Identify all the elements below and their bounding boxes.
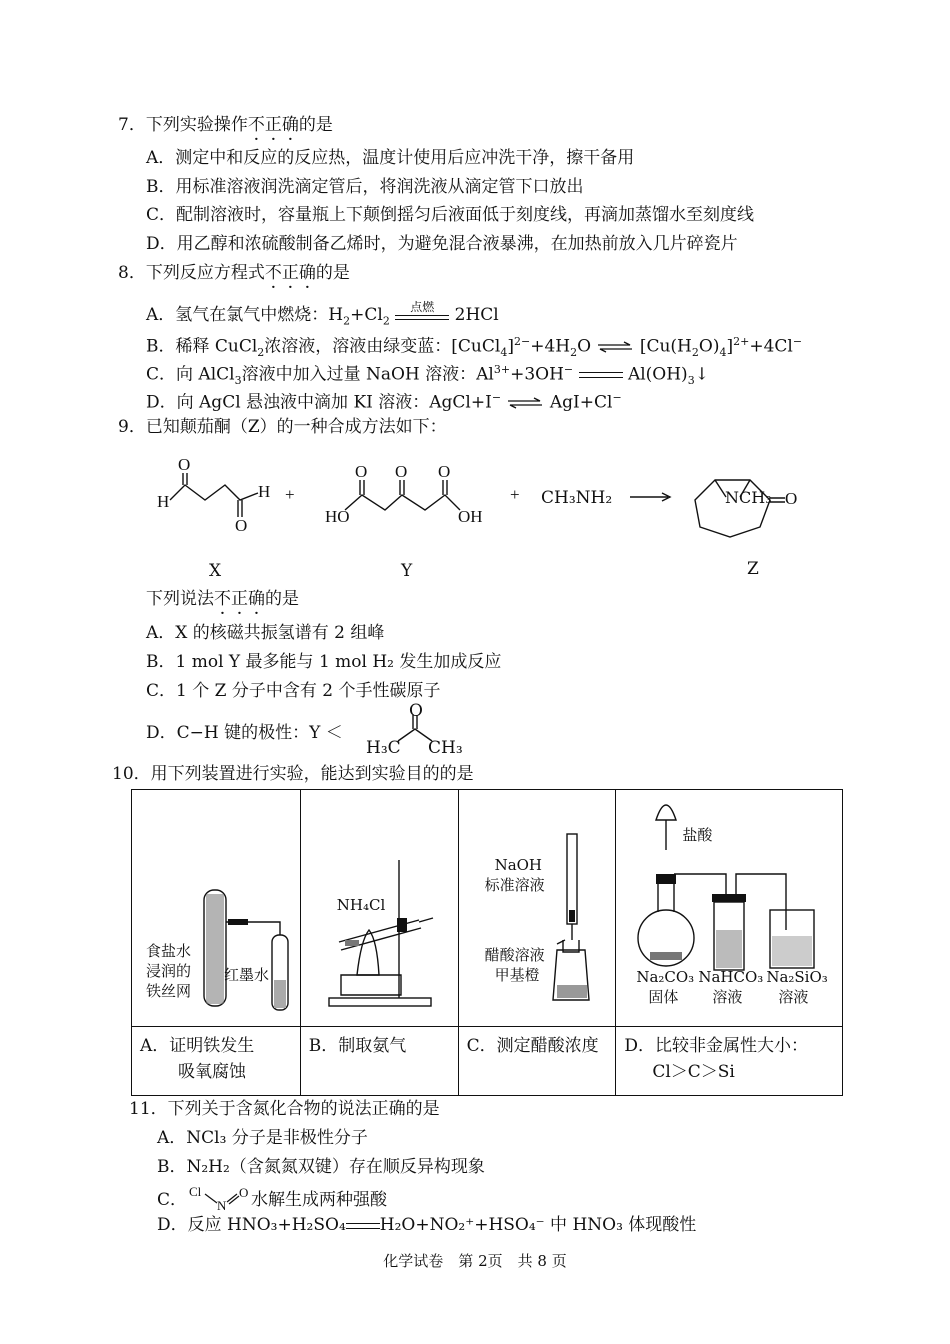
svg-text:O: O xyxy=(395,462,408,481)
equilibrium-arrow-icon xyxy=(596,341,634,353)
caption-c: C．测定醋酸浓度 xyxy=(458,1027,616,1096)
acetone-oxygen: O xyxy=(409,701,423,721)
q8-option-c: C．向 AlCl$_3$溶液中加入过量 NaOH 溶液：$Al^{3+}+3OH^-$ $Al(OH)_3↓$ xyxy=(146,363,709,388)
fig-d-label-nahco3: NaHCO₃ xyxy=(698,968,764,986)
fig-d-label-solution2: 溶液 xyxy=(778,988,809,1006)
fig-b-label: NH₄Cl xyxy=(336,896,386,914)
caption-b: B．制取氨气 xyxy=(300,1027,458,1096)
q7-option-a: A．测定中和反应的反应热，温度计使用后应冲洗干净，擦干备用 xyxy=(146,148,635,168)
fig-c-label-3: 醋酸溶液 xyxy=(484,946,545,964)
apparatus-table xyxy=(131,789,843,1096)
fig-a-label-3: 铁丝网 xyxy=(146,982,192,1000)
fig-d-label-solid: 固体 xyxy=(648,988,679,1006)
q9-option-b: B．1 mol Y 最多能与 1 mol H₂ 发生加成反应 xyxy=(146,652,502,672)
q11-stem: 11．下列关于含氮化合物的说法正确的是 xyxy=(129,1099,440,1119)
fig-c-label-2: 标准溶液 xyxy=(484,876,545,894)
q8-stem: 8．下列反应方程式不正确的是 xyxy=(118,263,350,283)
svg-text:HO: HO xyxy=(325,507,350,526)
figure-c xyxy=(458,790,616,1027)
caption-a: A．证明铁发生 吸氧腐蚀 xyxy=(132,1027,301,1096)
svg-text:+: + xyxy=(510,485,520,504)
q11-option-c: C． Cl N O 水解生成两种强酸 xyxy=(157,1185,388,1211)
q9-substem: 下列说法不正确的是 xyxy=(146,589,299,609)
svg-text:O: O xyxy=(235,516,248,535)
equilibrium-arrow-icon xyxy=(506,397,544,409)
q7-option-c: C．配制溶液时，容量瓶上下颠倒摇匀后液面低于刻度线，再滴加蒸馏水至刻度线 xyxy=(146,205,755,225)
acetone-right: CH₃ xyxy=(428,738,463,758)
label-z: Z xyxy=(747,559,759,579)
q9-option-d: D．C−H 键的极性：Y ＜ xyxy=(146,723,343,743)
q8-option-a: A．氢气在氯气中燃烧：$H_2+Cl_2$ 点燃 2HCl xyxy=(146,300,499,328)
q8-option-d: D．向 AgCl 悬浊液中滴加 KI 溶液：AgCl+I− AgI+Cl− xyxy=(146,391,622,413)
q7-option-b: B．用标准溶液润洗滴定管后，将润洗液从滴定管下口放出 xyxy=(146,177,584,197)
figure-b xyxy=(300,790,458,1027)
svg-text:O: O xyxy=(178,455,191,474)
fig-d-label-solution1: 溶液 xyxy=(712,988,743,1006)
label-x: X xyxy=(209,561,222,581)
svg-text:O: O xyxy=(438,462,451,481)
reagent-methylamine: CH₃NH₂ xyxy=(541,488,613,508)
fig-a-label-1: 食盐水 xyxy=(146,942,192,960)
q11-option-b: B．N₂H₂（含氮氮双键）存在顺反异构现象 xyxy=(157,1157,485,1177)
svg-text:O: O xyxy=(355,462,368,481)
equals-sign xyxy=(579,372,623,378)
fig-d-label-na2sio3: Na₂SiO₃ xyxy=(766,968,828,986)
figure-d xyxy=(616,790,843,1027)
acetone-left: H₃C xyxy=(366,738,401,758)
fig-d-label-na2co3: Na₂CO₃ xyxy=(636,968,695,986)
fig-d-label-hcl: 盐酸 xyxy=(682,826,713,844)
z-nch3-label: NCH₃ xyxy=(725,488,772,507)
fig-a-label-4: 红墨水 xyxy=(224,966,270,984)
svg-text:H: H xyxy=(258,482,271,501)
svg-text:+: + xyxy=(285,485,295,504)
q7-option-d: D．用乙醇和浓硫酸制备乙烯时，为避免混合液暴沸，在加热前放入几片碎瓷片 xyxy=(146,234,738,254)
svg-text:OH: OH xyxy=(458,507,483,526)
page-footer: 化学试卷 第 2页 共 8 页 xyxy=(383,1252,567,1270)
label-y: Y xyxy=(401,561,413,581)
q11-option-a: A．NCl₃ 分子是非极性分子 xyxy=(157,1128,368,1148)
svg-text:O: O xyxy=(239,1185,249,1200)
q11-option-d: D．反应 HNO₃+H₂SO₄ H₂O+NO₂⁺+HSO₄⁻ 中 HNO₃ 体现酸性 xyxy=(157,1215,697,1235)
q9-option-c: C．1 个 Z 分子中含有 2 个手性碳原子 xyxy=(146,681,441,701)
svg-text:H: H xyxy=(157,492,170,511)
equals-sign xyxy=(346,1223,380,1229)
svg-text:Cl: Cl xyxy=(189,1185,202,1199)
q7-stem: 7．下列实验操作不正确的是 xyxy=(118,115,333,135)
q10-stem: 10．用下列装置进行实验，能达到实验目的的是 xyxy=(112,764,474,784)
caption-d: D．比较非金属性大小： Cl＞C＞Si xyxy=(616,1027,843,1096)
svg-text:N: N xyxy=(217,1198,227,1211)
q8-option-b: B．稀释 CuCl$_2$浓溶液，溶液由绿变蓝：$[CuCl_4]^{2-}+4H_2O$ $[Cu(H_2O)_4]^{2+}+4Cl^-$ xyxy=(146,335,803,360)
q9-option-a: A．X 的核磁共振氢谱有 2 组峰 xyxy=(146,623,385,643)
svg-text:O: O xyxy=(785,489,798,508)
fig-c-label-1: NaOH xyxy=(494,856,543,874)
figure-a xyxy=(132,790,301,1027)
nocl-structure xyxy=(187,1185,251,1211)
fig-c-label-4: 甲基橙 xyxy=(494,966,540,984)
q9-stem: 9．已知颠茄酮（Z）的一种合成方法如下： xyxy=(118,417,447,437)
condition-arrow: 点燃 xyxy=(395,311,449,320)
fig-a-label-2: 浸润的 xyxy=(146,962,192,980)
